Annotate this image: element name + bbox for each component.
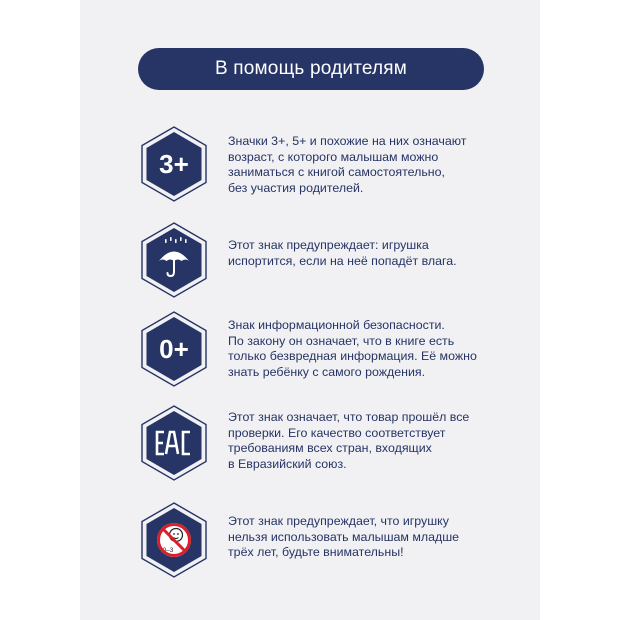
- info-item-eac: [140, 405, 500, 489]
- item-description: Этот знак означает, что товар прошёл все проверки. Его качество соответствует требованиям всех стран, входящих в Евразийский союз.: [228, 410, 470, 471]
- info-item-moisture: [140, 222, 500, 306]
- umbrella-rain-icon: [140, 222, 208, 298]
- info-item-age-restriction: [140, 502, 500, 586]
- header-pill: [138, 48, 484, 90]
- age-badge-text: 0+: [159, 334, 189, 364]
- age-badge-text: 3+: [159, 149, 189, 179]
- item-description: Знак информационной безопасности. По закону он означает, что в книге есть только безвредная информация. Её можно знать ребёнку с самого рождения.: [228, 318, 477, 379]
- age-3-plus-icon: [140, 126, 208, 202]
- item-description: Этот знак предупреждает, что игрушку нельзя использовать малышам младше трёх лет, будьте внимательны!: [228, 514, 460, 559]
- not-for-children-0-3-icon: [140, 502, 208, 578]
- item-description: Этот знак предупреждает: игрушка испортится, если на неё попадёт влага.: [228, 238, 457, 268]
- info-item-age-0: [140, 311, 500, 395]
- eac-icon: [140, 405, 208, 481]
- info-item-age-3: [140, 126, 500, 210]
- page-title: В помощь родителям: [214, 58, 408, 79]
- item-description: Значки 3+, 5+ и похожие на них означают возраст, с которого малышам можно заниматься с книгой самостоятельно, без участия родителей.: [228, 134, 467, 195]
- age-range-text: 0–3: [162, 547, 174, 554]
- age-0-plus-icon: [140, 311, 208, 387]
